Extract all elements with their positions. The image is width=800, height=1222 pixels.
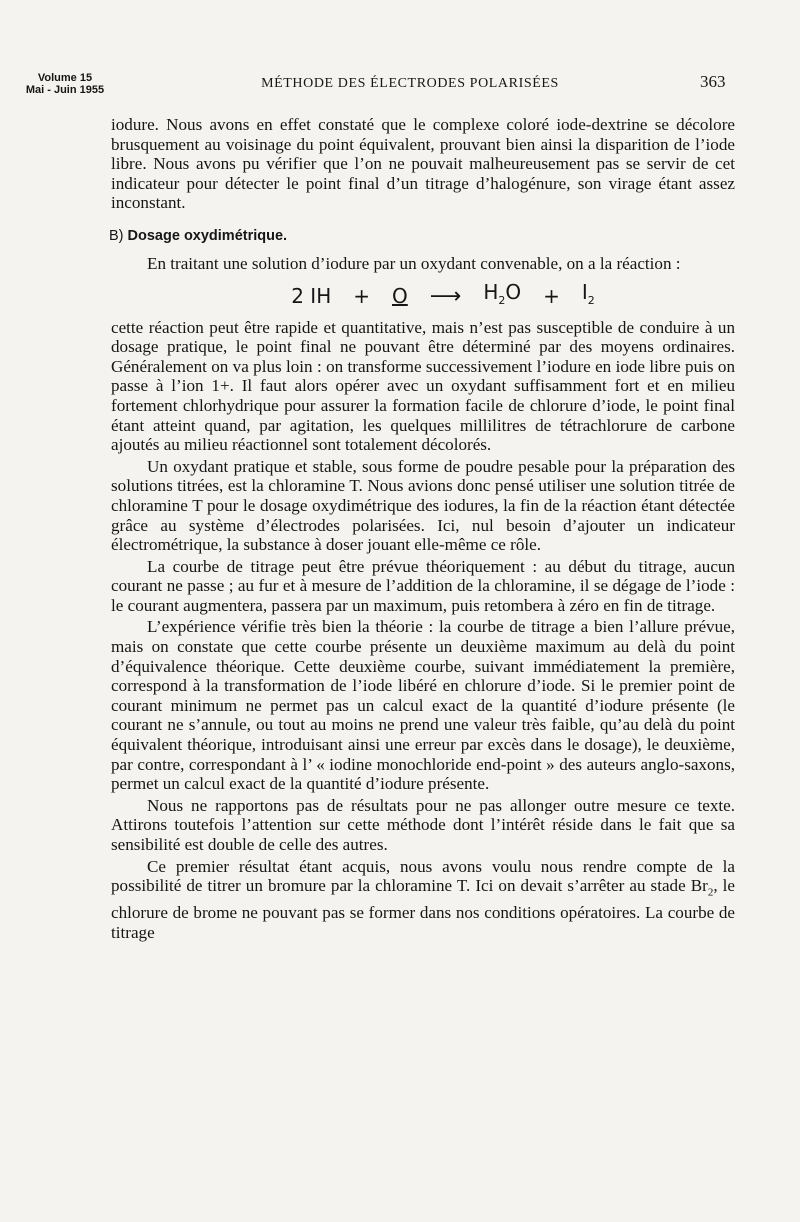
paragraph-8-start: Ce premier résultat étant acquis, nous avons voulu nous rendre compte de la possibilité de titrer un bromure par la chloramine T. Ici on devait s’arrêter au stade Br bbox=[111, 856, 735, 896]
section-heading-b bbox=[109, 227, 735, 245]
section-marker: B) bbox=[109, 227, 124, 244]
paragraph-8 bbox=[111, 857, 735, 943]
paragraph-2: En traitant une solution d’iodure par un oxydant convenable, on a la réaction : bbox=[147, 253, 681, 273]
paragraph-6: L’expérience vérifie très bien la théorie : la courbe de titrage a bien l’allure prévue, mais on constate que cette courbe présente un deuxième maximum au delà du point d’équivalence théorique. Cette deuxième courbe, suivant immédiatement la première, correspond à la transformation de l’iode libéré en chlorure d’iode. Si le premier point de courant minimum ne permet pas un calcul exact de la quantité d’iodure présente (le courant ne s’annule, ou tout au moins ne prend une valeur très faible, qu’au delà du point équivalent théorique, introduisant ainsi une erreur par excès dans le dosage), le deuxième, par contre, correspondant à l’ « iodine monochloride end-point » des auteurs anglo-saxons, permet un calcul exact de la quantité d’iodure présente. bbox=[111, 617, 735, 794]
equation-term-iodine bbox=[581, 279, 595, 311]
equation-term-oxygen: O bbox=[392, 283, 408, 308]
page-number: 363 bbox=[700, 72, 726, 91]
issue-date: Mai - Juin 1955 bbox=[25, 84, 105, 96]
water-o: O bbox=[505, 279, 522, 304]
paragraph-4: Un oxydant pratique et stable, sous forme de poudre pesable pour la préparation des solutions titrées, est la chloramine T. Nous avions donc pensé utiliser une solution titrée de chloramine T pour le dosage oxydimétrique des iodures, la fin de la réaction étant détectée grâce au système d’électrodes polarisées. Ici, nul besoin d’ajouter un indicateur électrométrique, la substance à doser jouant elle-même ce rôle. bbox=[111, 456, 735, 555]
water-subscript: 2 bbox=[498, 293, 506, 307]
volume-info bbox=[10, 72, 120, 96]
paragraph-7: Nous ne rapportons pas de résultats pour ne pas allonger outre mesure ce texte. Attirons toutefois l’attention sur cette méthode dont l’intérêt réside dans le fait que sa sensibilité est double de celle des autres. bbox=[111, 795, 735, 854]
equation-term-2ih: 2 IH bbox=[291, 283, 332, 308]
paragraph-1: iodure. Nous avons en effet constaté que le complexe coloré iode-dextrine se décolore brusquement au voisinage du point équivalent, prouvant bien ainsi la disparition de l’iode libre. Nous avons pu vérifier que l’on ne pouvait malheureusement pas se servir de cet indicateur pour détecter le point final d’un titrage d’halogénure, son virage étant assez inconstant. bbox=[111, 115, 735, 213]
reaction-equation bbox=[111, 276, 735, 318]
volume-number: Volume 15 bbox=[37, 72, 93, 84]
iodine-subscript: 2 bbox=[587, 293, 595, 307]
reaction-arrow-icon: ⟶ bbox=[429, 283, 462, 309]
equation-plus: + bbox=[353, 283, 371, 308]
section-title: Dosage oxydimétrique. bbox=[127, 227, 288, 244]
equation-plus-2: + bbox=[543, 283, 560, 308]
equation-term-water bbox=[483, 279, 522, 311]
bromine-subscript: 2 bbox=[707, 886, 714, 899]
running-head bbox=[0, 70, 800, 104]
water-h: H bbox=[483, 279, 499, 304]
running-title: MÉTHODE DES ÉLECTRODES POLARISÉES bbox=[261, 76, 559, 91]
paragraph-5: La courbe de titrage peut être prévue théoriquement : au début du titrage, aucun courant ne passe ; au fur et à mesure de l’addition de la chloramine, il se dégage de l’iode : le courant augmentera, passera par un maximum, puis retombera à zéro en fin de titrage. bbox=[111, 556, 735, 615]
paragraph-3: cette réaction peut être rapide et quantitative, mais n’est pas susceptible de conduire à un dosage pratique, le point final ne pouvant être déterminé par des moyens ordinaires. Généralement on va plus loin : on transforme successivement l’iodure en iode libre puis on passe à l’ion 1+. Il faut alors opérer avec un oxydant suffisamment fort et en milieu fortement chlorhydrique pour assurer la formation facile de chlorure d’iode, le point final étant atteint quand, par agitation, les quelques millilitres de tétrachlorure de carbone ajoutés au milieu réactionnel sont totalement décolorés. bbox=[111, 317, 735, 455]
paragraph-8-end: , le chlorure de brome ne pouvant pas se former dans nos conditions opératoires. La courbe de titrage bbox=[111, 876, 735, 942]
iodine-i: I bbox=[581, 279, 588, 304]
body-text bbox=[111, 115, 735, 944]
